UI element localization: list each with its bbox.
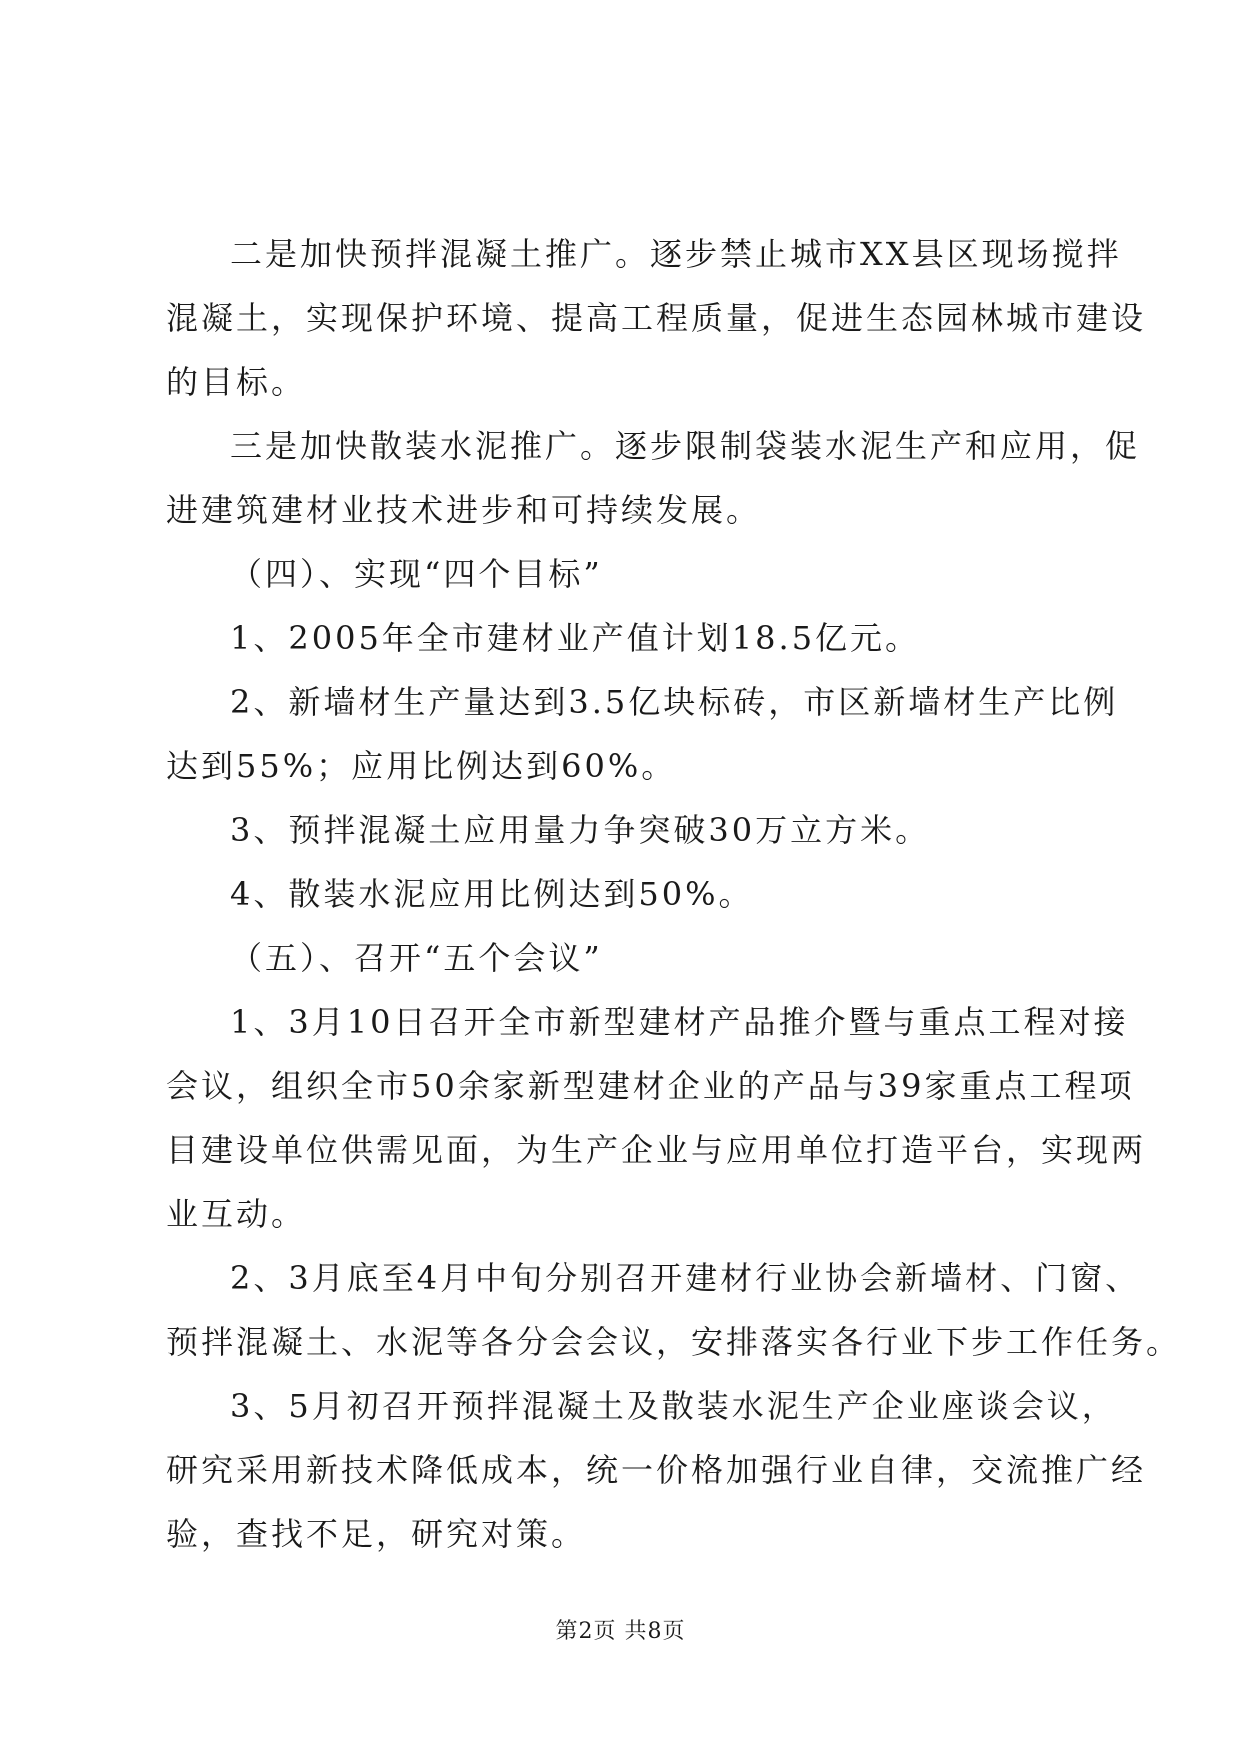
section-heading-four-goals: （四）、实现“四个目标” [230, 555, 603, 593]
paragraph-concrete-promotion [166, 222, 1147, 414]
text-line: 2、3月底至4月中旬分别召开建材行业协会新墙材、门窗、 [230, 1259, 1141, 1297]
text-line: 验，查找不足，研究对策。 [166, 1515, 587, 1553]
text-line: 达到55%；应用比例达到60%。 [166, 747, 677, 785]
goal-item-4: 4、散装水泥应用比例达到50%。 [230, 875, 754, 913]
text-line: 1、3月10日召开全市新型建材产品推介暨与重点工程对接 [230, 1003, 1129, 1041]
paragraph-cement-promotion [166, 414, 1141, 542]
text-line: 目建设单位供需见面，为生产企业与应用单位打造平台，实现两 [166, 1131, 1147, 1169]
text-line: 的目标。 [166, 363, 307, 401]
meeting-item-1 [166, 990, 1147, 1246]
text-line: 研究采用新技术降低成本，统一价格加强行业自律，交流推广经 [166, 1451, 1147, 1489]
goal-item-1: 1、2005年全市建材业产值计划18.5亿元。 [230, 619, 921, 657]
text-line: 预拌混凝土、水泥等各分会会议，安排落实各行业下步工作任务。 [166, 1323, 1182, 1361]
text-line: 混凝土，实现保护环境、提高工程质量，促进生态园林城市建设 [166, 299, 1147, 337]
text-line: 进建筑建材业技术进步和可持续发展。 [166, 491, 762, 529]
text-line: 3、5月初召开预拌混凝土及散装水泥生产企业座谈会议， [230, 1387, 1117, 1425]
goal-item-2 [166, 670, 1119, 798]
page-number-footer: 第2页 共8页 [555, 1619, 686, 1644]
text-line: 2、新墙材生产量达到3.5亿块标砖，市区新墙材生产比例 [230, 683, 1119, 721]
text-line: 三是加快散装水泥推广。逐步限制袋装水泥生产和应用，促 [230, 427, 1141, 465]
meeting-item-2 [166, 1246, 1182, 1374]
text-line: 业互动。 [166, 1195, 307, 1233]
text-line: 会议，组织全市50余家新型建材企业的产品与39家重点工程项 [166, 1067, 1135, 1105]
document-body [166, 222, 1182, 1566]
meeting-item-3 [166, 1374, 1147, 1566]
section-heading-five-meetings: （五）、召开“五个会议” [230, 939, 603, 977]
text-line: 二是加快预拌混凝土推广。逐步禁止城市XX县区现场搅拌 [230, 235, 1122, 273]
goal-item-3: 3、预拌混凝土应用量力争突破30万立方米。 [230, 811, 931, 849]
